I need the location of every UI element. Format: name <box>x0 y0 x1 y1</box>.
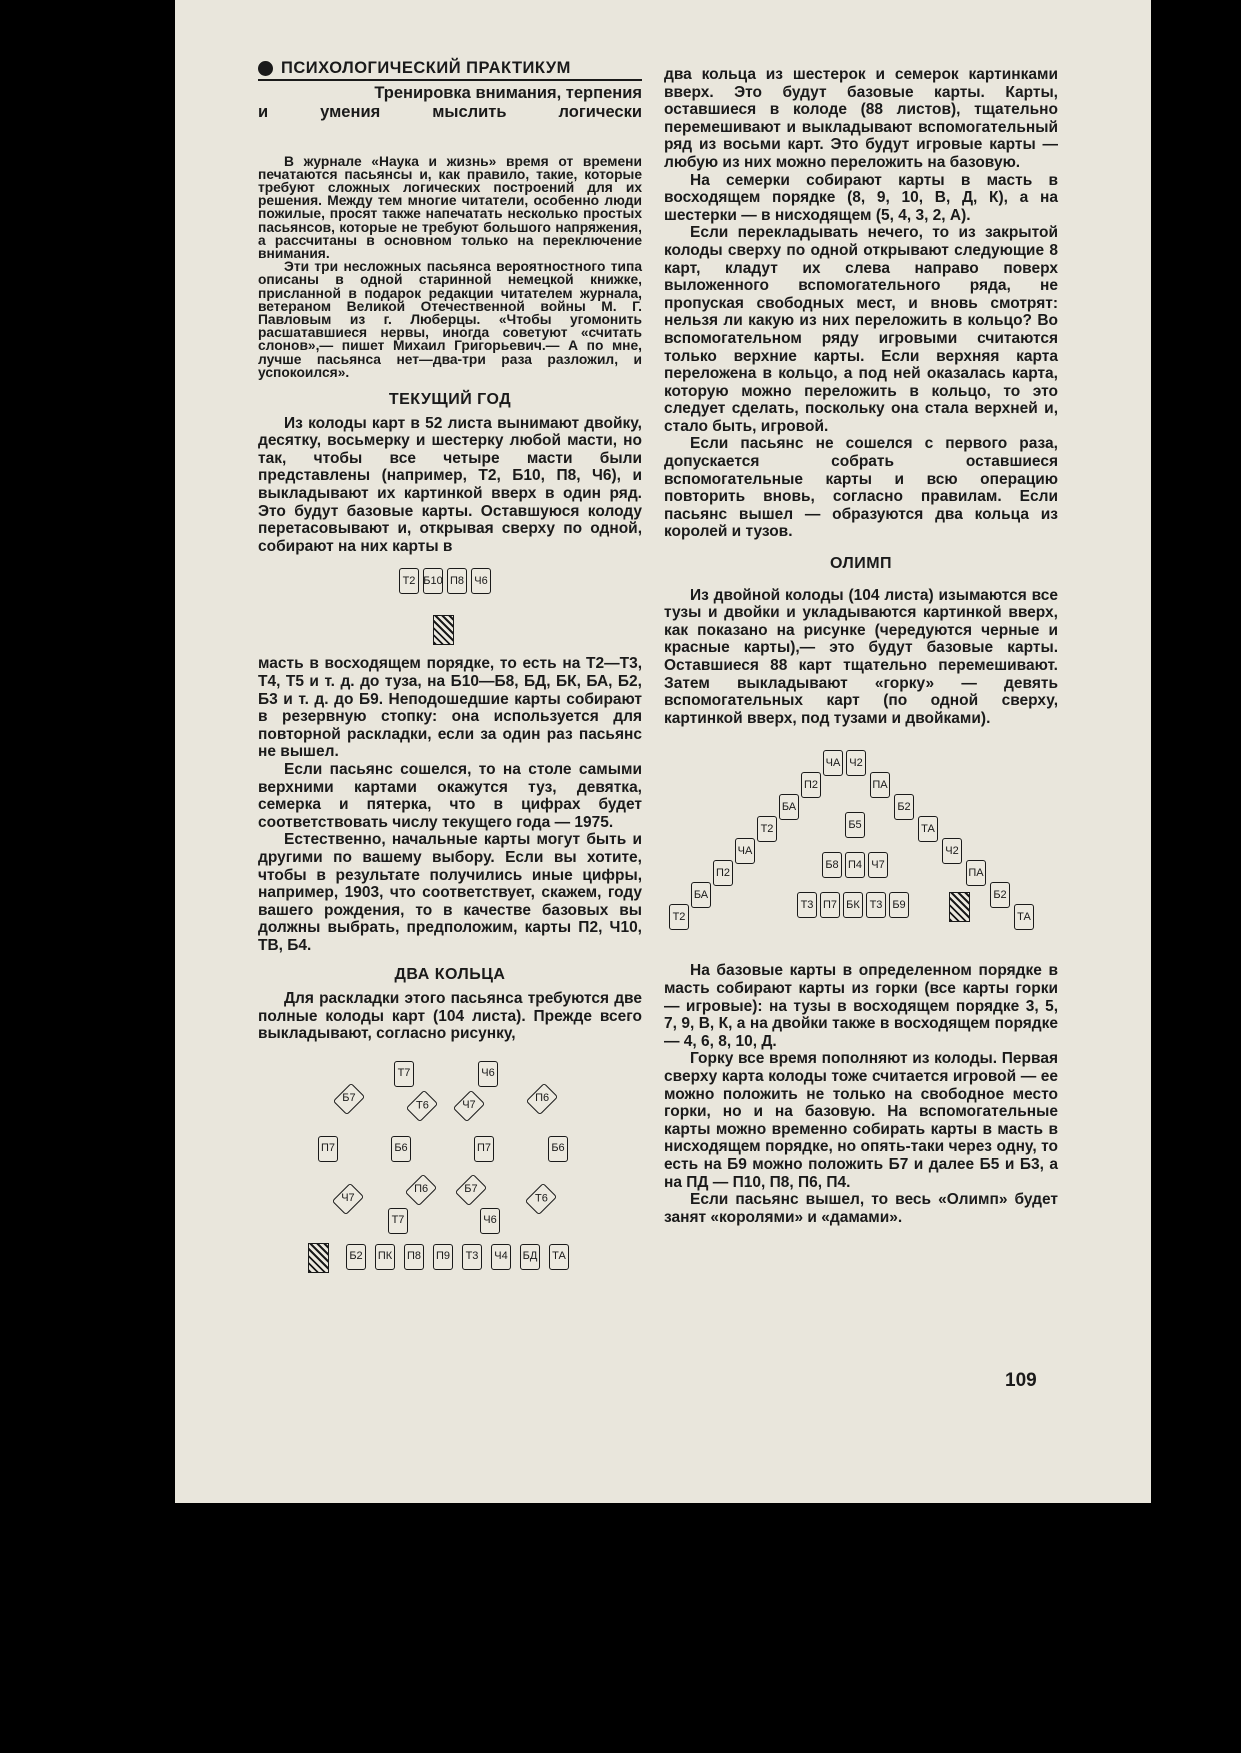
card: П7 <box>820 892 840 918</box>
paragraph: Если перекладывать нечего, то из закрытой колоды сверху по одной открывают следующие 8 карт, кладут их слева направо поверх выложенного вспомогательного ряда, не пропуская свободных мест, и вновь смотрят: нельзя ли какую из них переложить в кольцо? Во вспомогательном ряду игровыми считаются только верхние карты. Если верхняя карта переложена в кольцо, а под ней оказалась карта, которую можно переложить в кольцо, то это следует сделать, поскольку она стала верхней и, стало быть, игровой. <box>664 224 1058 435</box>
card: П7 <box>318 1136 338 1162</box>
card: П8 <box>447 568 467 594</box>
face-down-deck <box>308 1243 329 1273</box>
card: Т3 <box>866 892 886 918</box>
right-column <box>664 66 1058 1226</box>
card: ТА <box>918 816 938 842</box>
paragraph: масть в восходящем порядке, то есть на Т2—Т3, Т4, Т5 и т. д. до туза, на Б10—Б8, БД, БК, БА, Б2, Б3 и т. д. до Б9. Неподошедшие карты собирают в резервную стопку: она используется для повторной раскладки, если за один раз пасьянс не вышел. <box>258 655 642 761</box>
card: Т6 <box>406 1090 439 1123</box>
card: П6 <box>405 1174 438 1207</box>
card: Ч6 <box>480 1208 500 1234</box>
paragraph: Из колоды карт в 52 листа вынимают двойку, десятку, восьмерку и шестерку любой масти, но так, чтобы все четыре масти были представлены (например, Т2, Б10, П8, Ч6), и выкладывают их картинкой вверх в один ряд. Это будут базовые карты. Оставшуюся колоду перетасовывают и, открывая сверху по одной, собирают на них карты в <box>258 414 642 555</box>
card: ПК <box>375 1244 395 1270</box>
section-title-olympus: ОЛИМП <box>829 555 893 573</box>
paragraph: Естественно, начальные карты могут быть и другими по вашему выбору. Если вы хотите, чтобы в результате получились иные цифры, например, 1903, что соответствует, скажем, году вашего рождения, то в качестве базовых вы должны выбрать, предположим, карты П2, Ч10, ТВ, Б4. <box>258 831 642 954</box>
card: П2 <box>713 860 733 886</box>
face-down-deck <box>433 615 454 645</box>
card: Т2 <box>399 568 419 594</box>
card: Т3 <box>462 1244 482 1270</box>
card: ТА <box>1014 904 1034 930</box>
card: Т6 <box>525 1183 558 1216</box>
card: БД <box>520 1244 540 1270</box>
subtitle <box>258 84 642 122</box>
card: БА <box>691 882 711 908</box>
paragraph: Если пасьянс вышел, то весь «Олимп» будет занят «королями» и «дамами». <box>664 1191 1058 1226</box>
card: Б5 <box>845 812 865 838</box>
card: Б2 <box>990 882 1010 908</box>
card: Б7 <box>333 1083 366 1116</box>
card: Ч7 <box>868 852 888 878</box>
card: П6 <box>526 1083 559 1116</box>
figure-current-year <box>258 555 642 655</box>
card: ПА <box>870 772 890 798</box>
card: Ч2 <box>942 838 962 864</box>
card: Ч7 <box>332 1183 365 1216</box>
card: Т2 <box>757 816 777 842</box>
card: Ч6 <box>478 1061 498 1087</box>
paragraph: На семерки собирают карты в масть в восходящем порядке (8, 9, 10, В, Д, К), а на шестерки — в нисходящем (5, 4, 3, 2, А). <box>664 171 1058 224</box>
subtitle-line-2: и умения мыслить логически <box>258 102 642 121</box>
page-number: 109 <box>1005 1370 1037 1391</box>
card: П8 <box>404 1244 424 1270</box>
paragraph: На базовые карты в определенном порядке в масть собирают карты из горки (все карты горки — игровые): на тузы в восходящем порядке 3, 5, 7, 9, В, К, а на двойки также в восходящем порядке — 4, 6, 8, 10, Д. <box>664 962 1058 1050</box>
card: Б2 <box>894 794 914 820</box>
paragraph: Если пасьянс не сошелся с первого раза, допускается собрать оставшиеся вспомогательные карты и всю операцию повторить вновь, согласно правилам. Если пасьянс вышел — образуются два кольца из королей и тузов. <box>664 435 1058 541</box>
card: Т7 <box>394 1061 414 1087</box>
card: Т7 <box>388 1208 408 1234</box>
card: Б6 <box>391 1136 411 1162</box>
card: Б6 <box>548 1136 568 1162</box>
rubric-title: ПСИХОЛОГИЧЕСКИЙ ПРАКТИКУМ <box>281 59 571 77</box>
bullet-icon <box>258 61 273 76</box>
card: Ч4 <box>491 1244 511 1270</box>
card: П9 <box>433 1244 453 1270</box>
paragraph: два кольца из шестерок и семерок картинками вверх. Это будут базовые карты. Карты, оставшиеся в колоде (88 листов), тщательно перемешивают и выкладывают вспомогательный ряд из восьми карт. Это будут игровые карты — любую из них можно переложить на базовую. <box>664 66 1058 171</box>
intro-paragraph: Эти три несложных пасьянса вероятностного типа описаны в одной старинной немецкой книжке, присланной в подарок редакции читателем журнала, ветераном Великой Отечественной войны М. Г. Павловым из г. Люберцы. «Чтобы угомонить расшатавшиеся нервы, иногда советуют «считать слонов»,— пишет Михаил Григорьевич.— А по мне, лучше пасьянса нет—два-три раза разложил, и успокоился». <box>258 259 642 380</box>
face-down-deck <box>949 892 970 922</box>
card: П4 <box>845 852 865 878</box>
card: ПА <box>966 860 986 886</box>
paragraph: Из двойной колоды (104 листа) изымаются все тузы и двойки и укладываются картинкой вверх, как показано на рисунке (чередуются черные и красные карты),— это будут базовые карты. Оставшиеся 88 карт тщательно перемешивают. Затем выкладывают «горку» — девять вспомогательных карт (по одной сверху, картинкой вверх, под тузами и двойками). <box>664 586 1058 727</box>
figure-olympus <box>664 727 1058 962</box>
card: ЧА <box>735 838 755 864</box>
card: Ч7 <box>453 1090 486 1123</box>
paragraph: Если пасьянс сошелся, то на столе самыми верхними картами окажутся туз, девятка, семерка и пятерка, что в цифрах будет соответствовать числу текущего года — 1975. <box>258 760 642 831</box>
intro <box>258 155 642 379</box>
card: ТА <box>549 1244 569 1270</box>
card: Б9 <box>889 892 909 918</box>
card: Б10 <box>423 568 443 594</box>
card: Б7 <box>455 1174 488 1207</box>
paragraph: Для раскладки этого пасьянса требуются две полные колоды карт (104 листа). Прежде всего выкладывают, согласно рисунку, <box>258 990 642 1043</box>
card: Т2 <box>669 904 689 930</box>
card: П7 <box>474 1136 494 1162</box>
card: Б2 <box>346 1244 366 1270</box>
intro-paragraph: В журнале «Наука и жизнь» время от времени печатаются пасьянсы и, как правило, такие, которые требуют сложных логических построений для их решения. Между тем многие читатели, особенно люди пожилые, просят также напечатать несколько простых пасьянсов, которые не требуют большого напряжения, а рассчитаны в основном только на переключение внимания. <box>258 153 642 262</box>
subtitle-line-1: Тренировка внимания, терпения <box>374 83 642 102</box>
card: Ч6 <box>471 568 491 594</box>
card: Ч2 <box>846 750 866 776</box>
card: ЧА <box>823 750 843 776</box>
card: Б8 <box>822 852 842 878</box>
section-title-two-rings: ДВА КОЛЬЦА <box>394 966 506 984</box>
rubric-header <box>258 60 642 81</box>
left-column <box>258 60 642 1273</box>
card: БК <box>843 892 863 918</box>
card: Т3 <box>797 892 817 918</box>
card: БА <box>779 794 799 820</box>
section-title-current-year: ТЕКУЩИЙ ГОД <box>388 391 512 409</box>
figure-two-rings <box>258 1043 642 1273</box>
card: П2 <box>801 772 821 798</box>
paragraph: Горку все время пополняют из колоды. Первая сверху карта колоды тоже считается игровой — ее можно положить не только на свободное место горки, но и на базовую. На вспомогательные карты можно временно собирать карты в масть в нисходящем порядке, но опять-таки через одну, то есть на Б9 можно положить Б7 и далее Б5 и Б3, а на ПД — П10, П8, П6, П4. <box>664 1050 1058 1191</box>
